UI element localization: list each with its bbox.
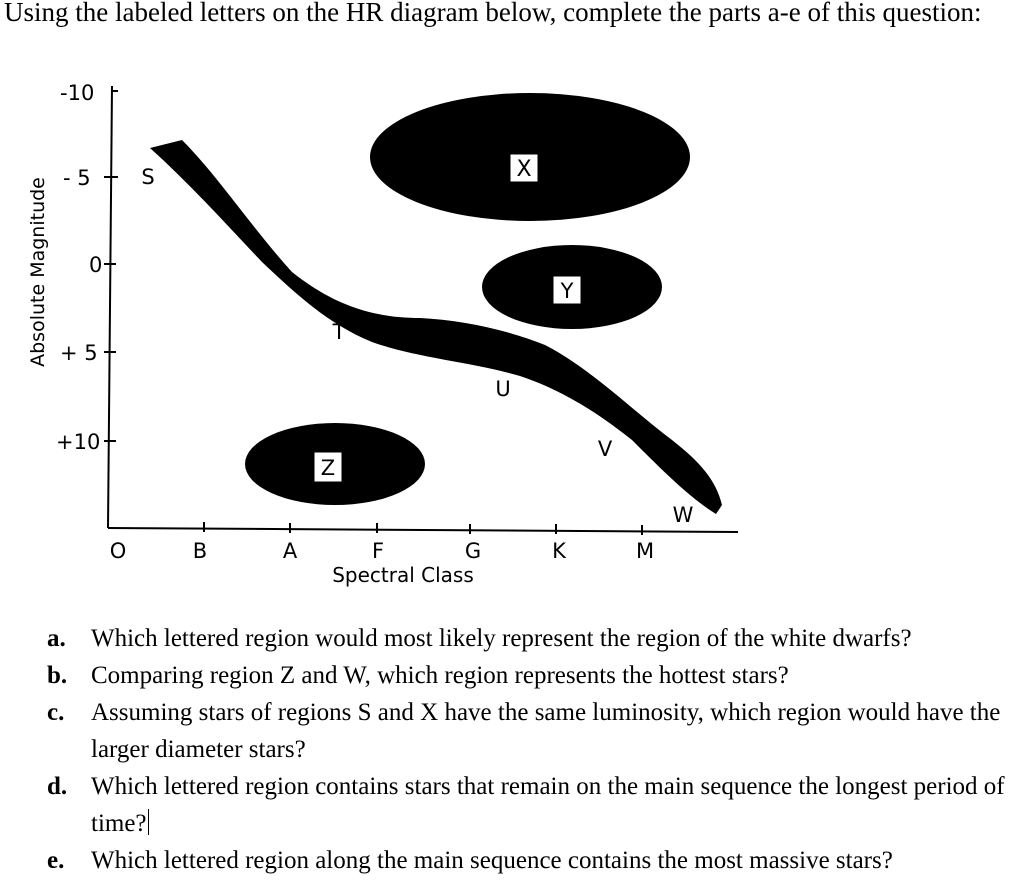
question-text: Which lettered region would most likely represent the region of the white dwarfs? [91,625,912,652]
x-tick-label: A [282,539,298,563]
y-tick-label: + 5 [60,341,98,365]
question-text: Which lettered region along the main sequence contains the most massive stars? [91,847,893,874]
region-w-label: W [672,503,694,527]
y-tick-label: 0 [89,253,103,277]
question-intro: Using the labeled letters on the HR diagram below, complete the parts a-e of this question: [4,0,982,27]
x-tick-label: M [635,539,655,563]
question-text-with-cursor [91,768,1024,842]
x-axis-label: Spectral Class [332,563,474,587]
question-item [47,768,1024,842]
question-item [47,657,1024,694]
question-item [47,842,1024,879]
region-u-label: U [495,377,511,401]
y-axis-line [108,86,112,528]
question-text: Which lettered region contains stars that remain on the main sequence the longest period of time? [91,773,1005,837]
y-tick-label: - 5 [63,166,91,190]
question-letter: c. [47,699,65,726]
question-text: Comparing region Z and W, which region represents the hottest stars? [91,662,789,689]
x-tick-label: O [109,539,127,563]
x-axis-line [108,528,738,532]
question-letter: a. [47,625,66,652]
question-letter: e. [47,847,65,874]
text-cursor [148,809,149,835]
x-tick-label: K [552,539,566,563]
y-tick-label: -10 [60,81,95,105]
question-item [47,620,1024,657]
question-item [47,694,1024,768]
x-tick-label: F [371,539,385,563]
question-list [47,620,1024,879]
x-tick-label: G [464,539,482,563]
region-x-label: X [516,157,532,182]
region-y-label: Y [560,279,574,303]
question-letter: b. [47,662,68,689]
region-t-label: T [332,320,346,344]
y-tick-label: +10 [56,430,101,454]
region-z-label: Z [320,456,336,480]
region-v-label: V [597,437,613,461]
x-tick-label: B [192,539,208,563]
question-text: Assuming stars of regions S and X have the same luminosity, which region would have the larger diameter stars? [91,699,1001,763]
question-letter: d. [47,773,68,800]
region-s-label: S [141,165,155,189]
y-axis-label: Absolute Magnitude [27,177,49,367]
